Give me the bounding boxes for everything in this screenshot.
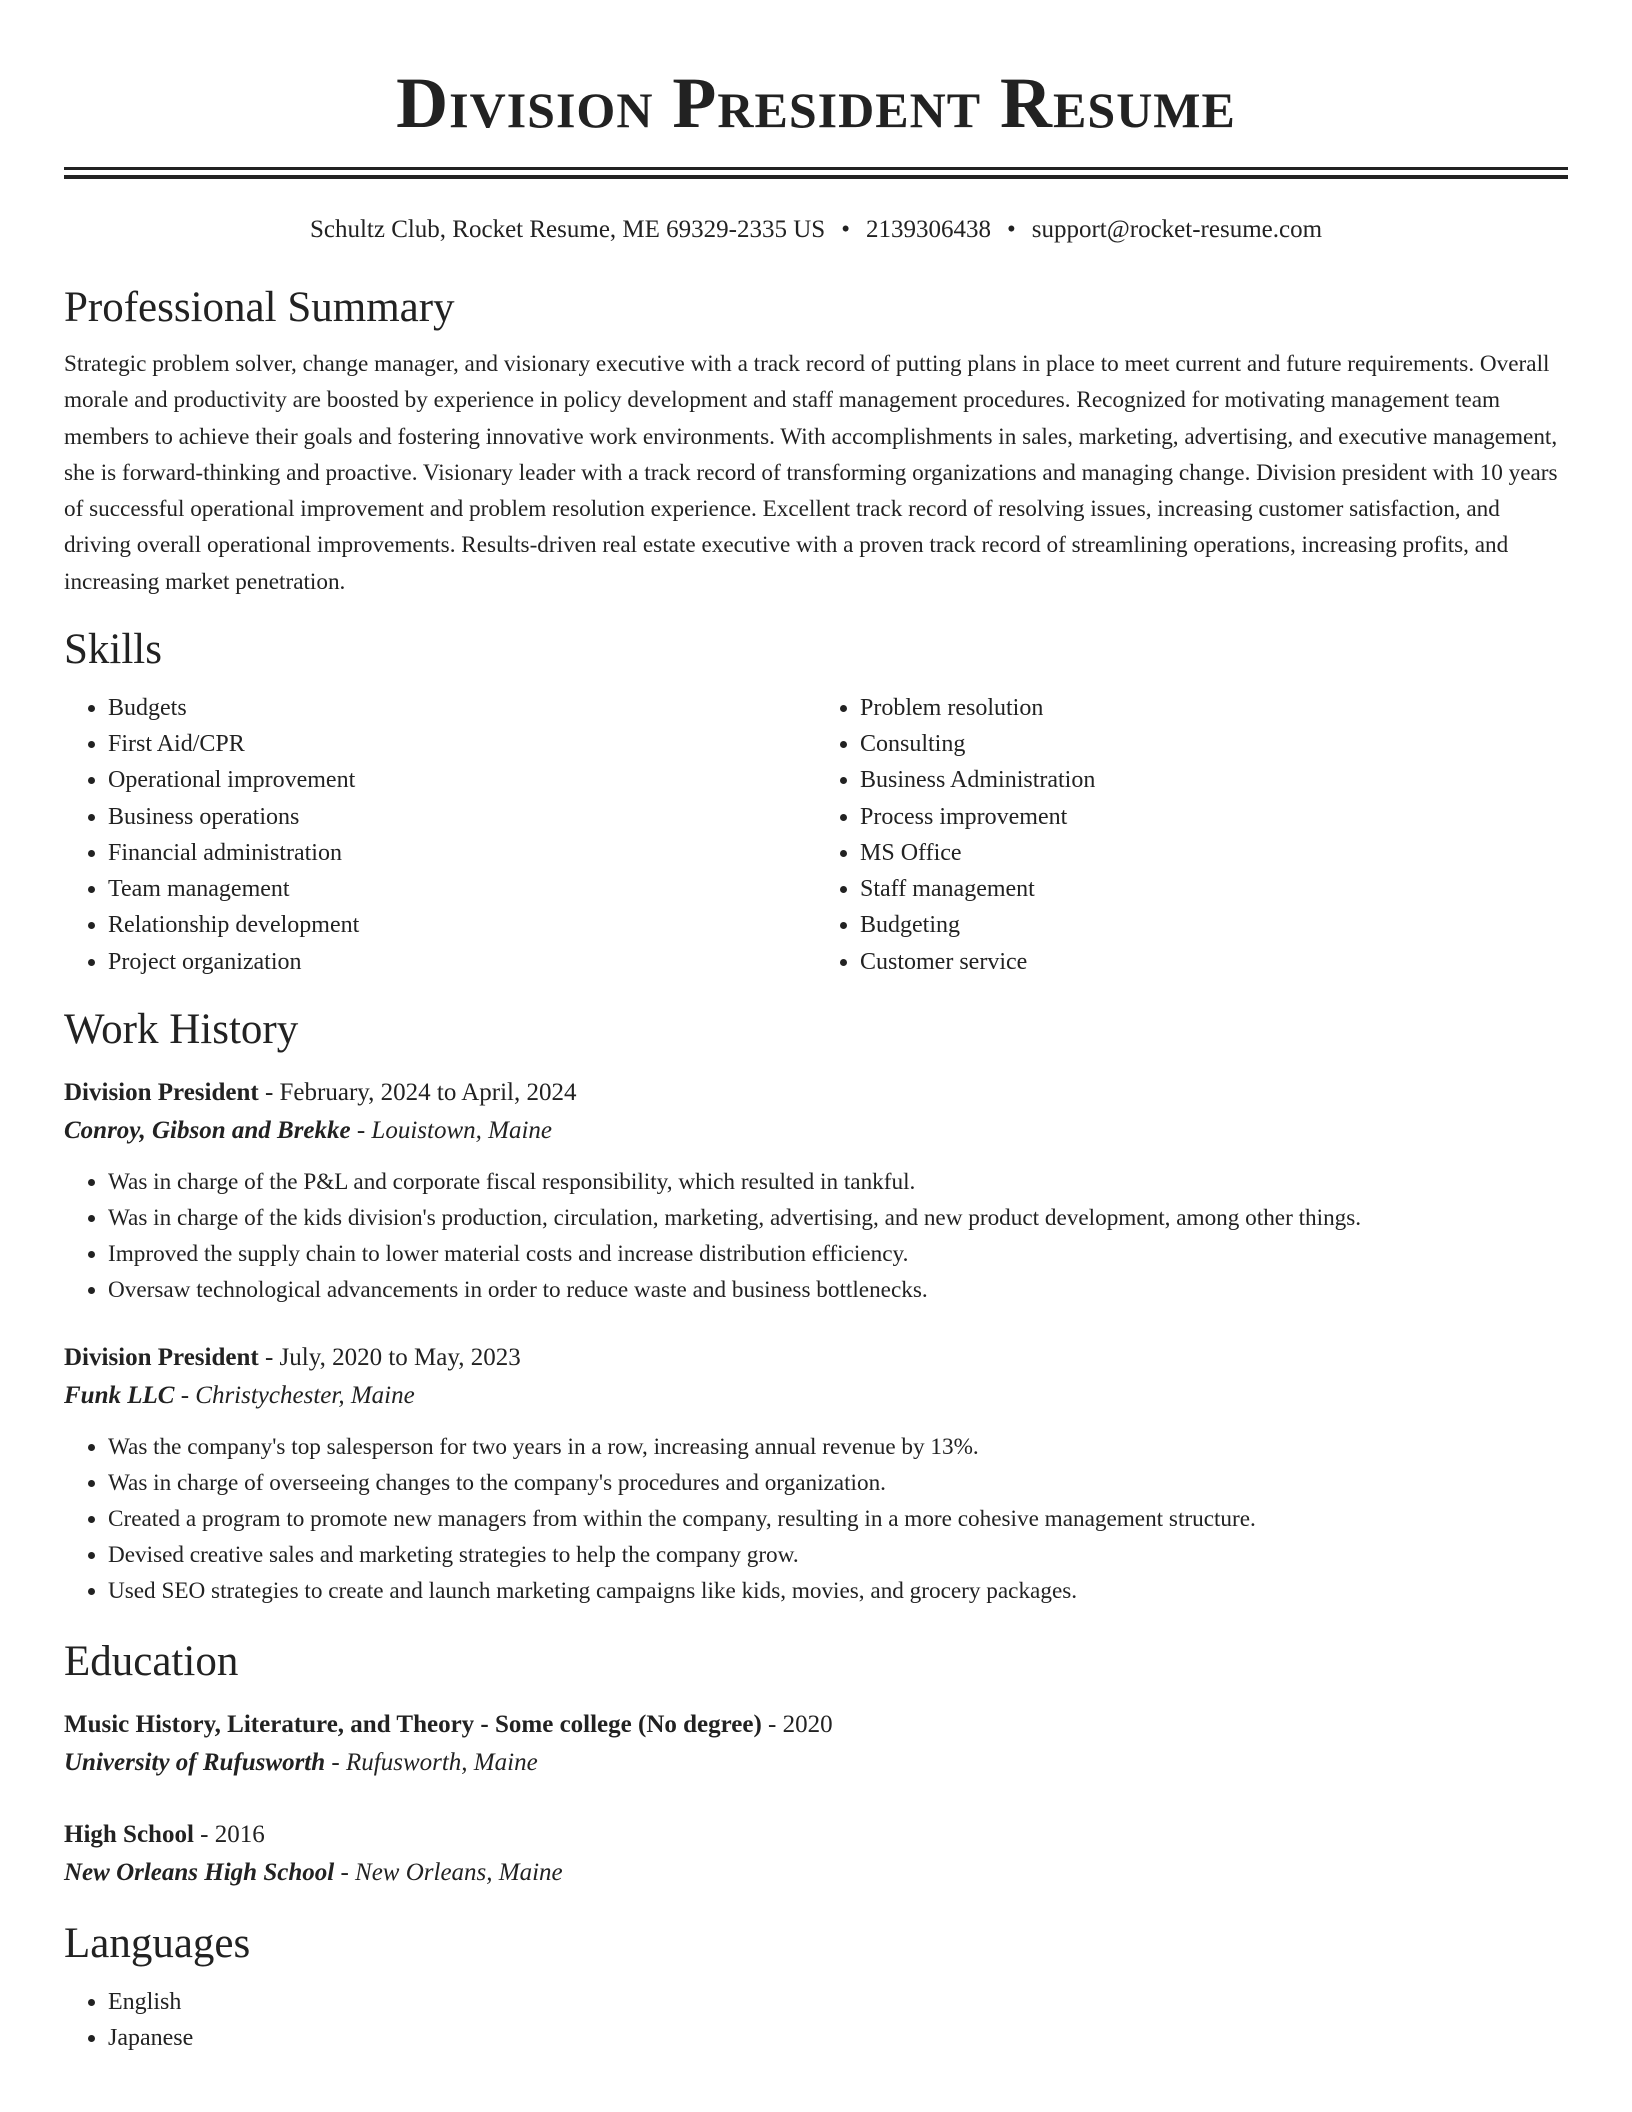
education-school: New Orleans High School xyxy=(64,1858,335,1886)
skill-item: • Business Administration xyxy=(860,762,1568,798)
job-header xyxy=(64,1074,1568,1112)
job-company: Funk LLC xyxy=(64,1381,175,1409)
education-year: - 2016 xyxy=(193,1820,265,1848)
summary-text: Strategic problem solver, change manager, and visionary executive with a track record of putting plans in place to meet current and future requirements. Overall morale and productivity are boosted by experience in policy development and staff management procedures. Recognized for motivating management team members to achieve their goals and fostering innovative work environments. With accomplishments in sales, marketing, advertising, and executive management, she is forward-thinking and proactive. Visionary leader with a track record of transforming organizations and managing change. Division president with 10 years of successful operational improvement and problem resolution experience. Excellent track record of resolving issues, increasing customer satisfaction, and driving overall operational improvements. Results-driven real estate executive with a proven track record of streamlining operations, increasing profits, and increasing market penetration. xyxy=(64,351,1558,595)
job-bullets xyxy=(64,1429,1568,1610)
education-header xyxy=(64,1706,1568,1744)
resume-title: Division President Resume xyxy=(396,63,1236,143)
contact-separator: • xyxy=(1006,216,1016,243)
education-location: - Rufusworth, Maine xyxy=(325,1748,538,1776)
contact-email: support@rocket-resume.com xyxy=(1031,216,1323,243)
job-bullet: • Was the company's top salesperson for two years in a row, increasing annual revenue by 13%. xyxy=(108,1429,1568,1465)
job-bullet: • Was in charge of overseeing changes to the company's procedures and organization. xyxy=(108,1465,1568,1501)
education-location: - New Orleans, Maine xyxy=(334,1858,563,1886)
summary-heading: Professional Summary xyxy=(64,284,455,331)
skills-column-right xyxy=(816,690,1568,980)
job-entry xyxy=(64,1074,1568,1309)
job-company: Conroy, Gibson and Brekke xyxy=(64,1116,351,1144)
skill-item: • Budgets xyxy=(108,690,816,726)
skill-item: • Team management xyxy=(108,871,816,907)
languages-heading: Languages xyxy=(64,1919,251,1967)
skill-item: • MS Office xyxy=(860,835,1568,871)
job-bullet: • Used SEO strategies to create and launch marketing campaigns like kids, movies, and grocery packages. xyxy=(108,1573,1568,1609)
job-dates: - July, 2020 to May, 2023 xyxy=(258,1343,521,1371)
job-title: Division President xyxy=(64,1343,259,1371)
education-degree: High School xyxy=(64,1820,194,1848)
title-divider xyxy=(64,167,1568,179)
job-location: - Louistown, Maine xyxy=(350,1116,553,1144)
education-degree: Music History, Literature, and Theory - Some college (No degree) xyxy=(64,1710,762,1738)
skill-item: • Process improvement xyxy=(860,799,1568,835)
skill-item: • Staff management xyxy=(860,871,1568,907)
education-entry xyxy=(64,1816,1568,1892)
contact-line xyxy=(64,214,1568,246)
job-employer xyxy=(64,1377,1568,1415)
skill-item: • Financial administration xyxy=(108,835,816,871)
job-entry xyxy=(64,1339,1568,1610)
education-header xyxy=(64,1816,1568,1854)
job-bullets xyxy=(64,1164,1568,1309)
skill-item: • Problem resolution xyxy=(860,690,1568,726)
skill-item: • Relationship development xyxy=(108,907,816,943)
skills-column-left xyxy=(64,690,816,980)
work-history-heading: Work History xyxy=(64,1005,299,1053)
education-heading: Education xyxy=(64,1637,239,1685)
job-location: - Christychester, Maine xyxy=(174,1381,415,1409)
education-school: University of Rufusworth xyxy=(64,1748,326,1776)
languages-list xyxy=(64,1984,1568,2056)
education-school-line xyxy=(64,1744,1568,1782)
skill-item: • Consulting xyxy=(860,726,1568,762)
education-school-line xyxy=(64,1854,1568,1892)
job-title: Division President xyxy=(64,1078,259,1106)
skill-item: • Project organization xyxy=(108,944,816,980)
job-header xyxy=(64,1339,1568,1377)
job-employer xyxy=(64,1112,1568,1150)
job-bullet: • Created a program to promote new managers from within the company, resulting in a more cohesive management structure. xyxy=(108,1501,1568,1537)
skill-item: • Budgeting xyxy=(860,907,1568,943)
language-item: • English xyxy=(108,1984,1568,2020)
job-bullet: • Was in charge of the kids division's production, circulation, marketing, advertising, and new product development, among other things. xyxy=(108,1200,1568,1236)
job-bullet: • Oversaw technological advancements in order to reduce waste and business bottlenecks. xyxy=(108,1272,1568,1308)
job-bullet: • Was in charge of the P&L and corporate fiscal responsibility, which resulted in tankful. xyxy=(108,1164,1568,1200)
job-bullet: • Improved the supply chain to lower material costs and increase distribution efficiency. xyxy=(108,1236,1568,1272)
contact-address: Schultz Club, Rocket Resume, ME 69329-2335 US xyxy=(309,216,826,243)
education-year: - 2020 xyxy=(761,1710,833,1738)
skills-list xyxy=(64,690,1568,980)
job-dates: - February, 2024 to April, 2024 xyxy=(258,1078,577,1106)
language-item: • Japanese xyxy=(108,2020,1568,2056)
contact-phone: 2139306438 xyxy=(865,216,991,243)
education-entry xyxy=(64,1706,1568,1782)
skill-item: • Business operations xyxy=(108,799,816,835)
skills-heading: Skills xyxy=(64,626,162,674)
job-bullet: • Devised creative sales and marketing strategies to help the company grow. xyxy=(108,1537,1568,1573)
contact-separator: • xyxy=(841,216,850,243)
skill-item: • Operational improvement xyxy=(108,762,816,798)
skill-item: • First Aid/CPR xyxy=(108,726,816,762)
skill-item: • Customer service xyxy=(860,944,1568,980)
